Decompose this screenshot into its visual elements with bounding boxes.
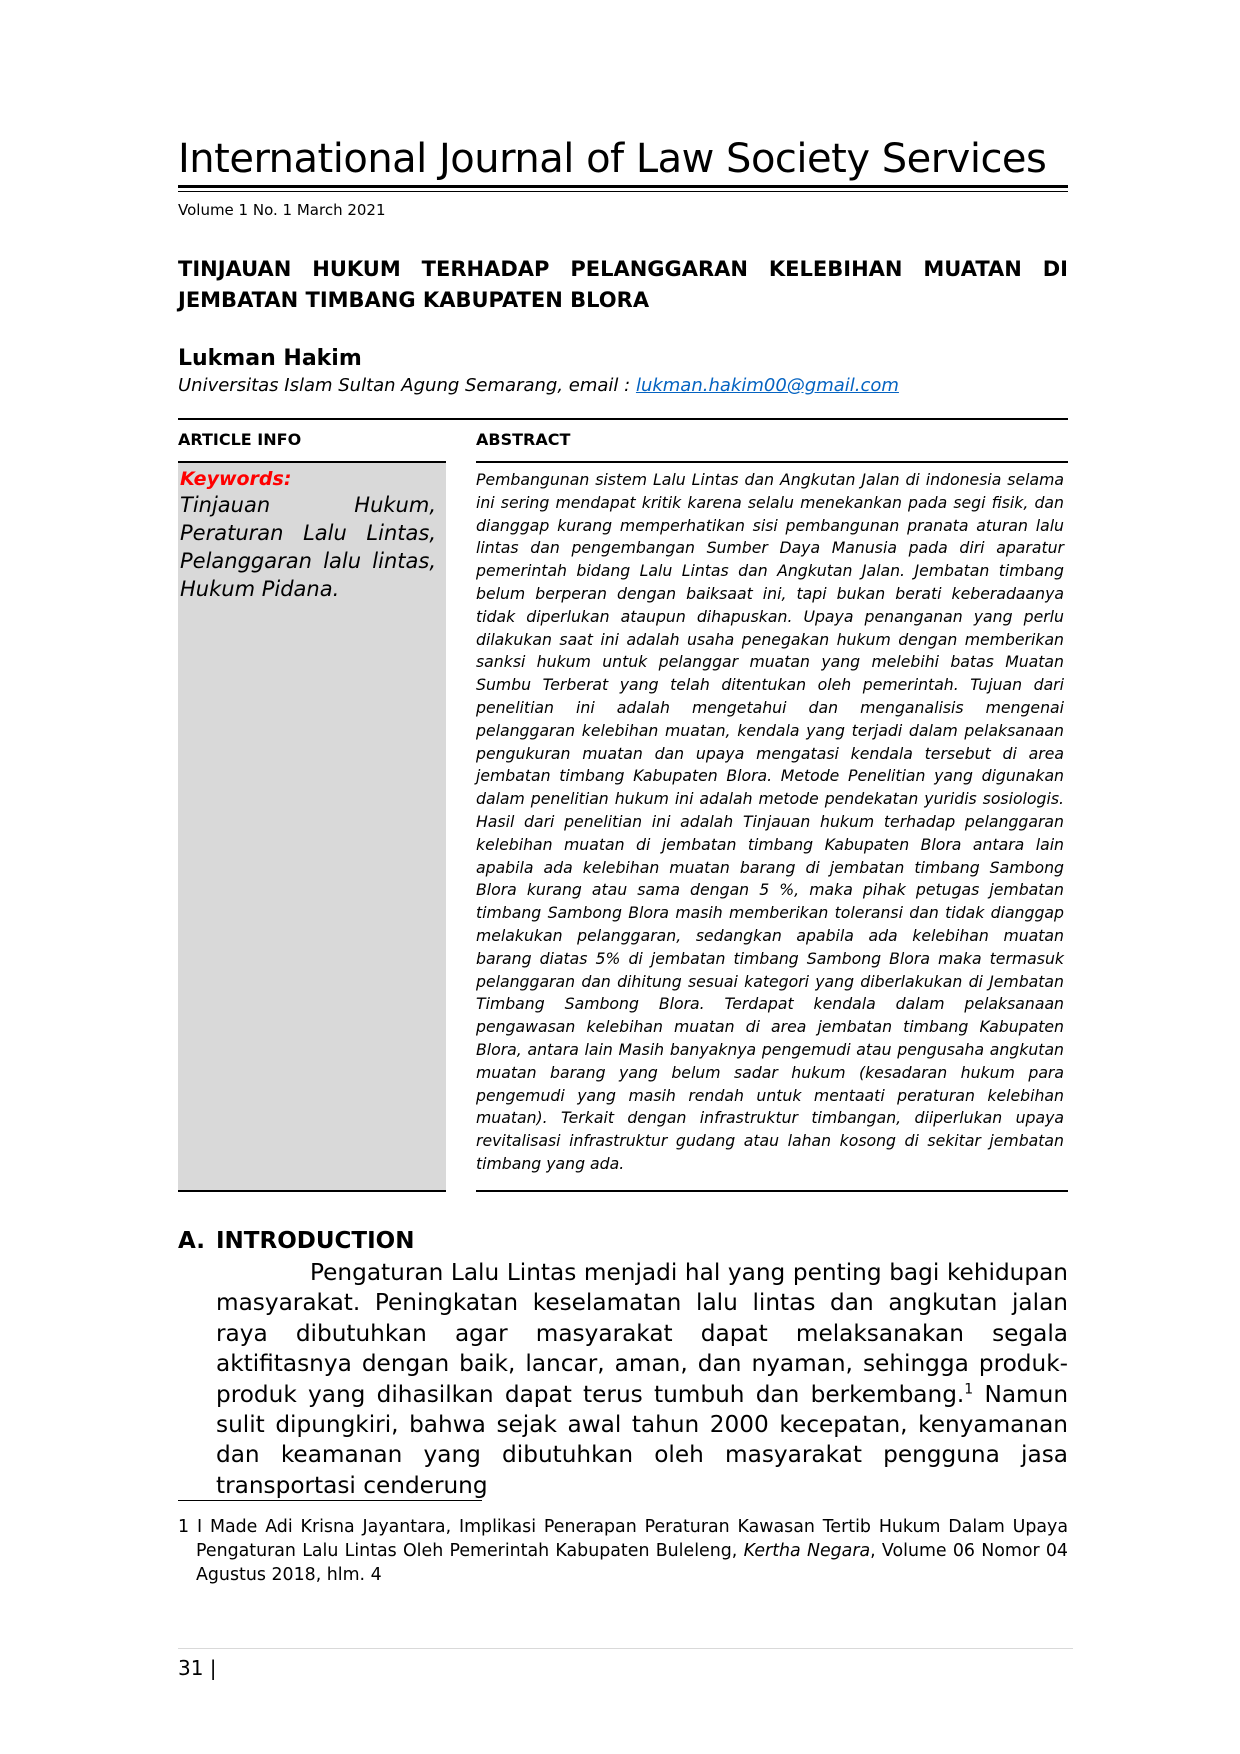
abstract-text: Pembangunan sistem Lalu Lintas dan Angkutan Jalan di indonesia selama ini sering mendapat kritik karena selalu menekankan pada segi fisik, dan dianggap kurang memperhatikan sisi pembangunan pranata aturan lalu lintas dan pengembangan Sumber Daya Manusia pada diri aparatur pemerintah bidang Lalu Lintas dan Angkutan Jalan. Jembatan timbang belum berperan dengan baiksaat ini, tapi bukan berati keberadaanya tidak diperlukan ataupun dihapuskan. Upaya penanganan yang perlu dilakukan saat ini adalah usaha penegakan hukum dengan memberikan sanksi hukum untuk pelanggar muatan yang melebihi batas Muatan Sumbu Terberat yang telah ditentukan oleh pemerintah. Tujuan dari penelitian ini adalah mengetahui dan menganalisis mengenai pelanggaran kelebihan muatan, kendala yang terjadi dalam pelaksanaan pengukuran muatan dan upaya mengatasi kendala tersebut di area jembatan timbang Kabupaten Blora. Metode Penelitian yang digunakan dalam penelitian hukum ini adalah metode pendekatan yuridis sosiologis. Hasil dari penelitian ini adalah Tinjauan hukum terhadap pelanggaran kelebihan muatan di jembatan timbang Kabupaten Blora antara lain apabila ada kelebihan muatan barang di jembatan timbang Sambong Blora kurang atau sama dengan 5 %, maka pihak petugas jembatan timbang Sambong Blora masih memberikan toleransi dan tidak dianggap melakukan pelanggaran, sedangkan apabila ada kelebihan muatan barang diatas 5% di jembatan timbang Sambong Blora maka termasuk pelanggaran dan dihitung sesuai kategori yang diberlakukan di Jembatan Timbang Sambong Blora. Terdapat kendala dalam pelaksanaan pengawasan kelebihan muatan di area jembatan timbang Kabupaten Blora, antara lain Masih banyaknya pengemudi atau pengusaha angkutan muatan barang yang belum sadar hukum (kesadaran hukum para pengemudi yang masih rendah untuk mentaati peraturan kelebihan muatan). Terkait dengan infrastruktur timbangan, diiperlukan upaya revitalisasi infrastruktur gudang atau lahan kosong di sekitar jembatan timbang yang ada.	[476, 470, 1064, 1173]
header-rule-thick	[178, 185, 1068, 188]
footnote-journal-name: Kertha Negara	[743, 1541, 871, 1561]
intro-text-part-1: Pengaturan Lalu Lintas menjadi hal yang penting bagi kehidupan masyarakat. Peningkatan keselamatan lalu lintas dan angkutan jalan raya dibutuhkan agar masyarakat dapat melaksanakan segala aktifitasnya dengan baik, lancar, aman, dan nyaman, sehingga produk-produk yang dihasilkan dapat terus tumbuh dan berkembang.	[216, 1259, 1068, 1408]
article-info-rule	[178, 418, 1068, 420]
author-name: Lukman Hakim	[178, 346, 362, 371]
footer-rule	[178, 1648, 1073, 1649]
header-rule-thin	[178, 191, 1068, 192]
author-email-link[interactable]: lukman.hakim00@gmail.com	[635, 375, 899, 396]
journal-volume: Volume 1 No. 1 March 2021	[178, 201, 386, 219]
introduction-paragraph	[216, 1258, 1068, 1501]
abstract-panel	[476, 461, 1068, 1192]
article-title: TINJAUAN HUKUM TERHADAP PELANGGARAN KELEBIHAN MUATAN DI JEMBATAN TIMBANG KABUPATEN BLORA	[178, 257, 1068, 312]
affiliation-text: Universitas Islam Sultan Agung Semarang, email :	[178, 375, 636, 396]
page-number: 31 |	[178, 1656, 217, 1680]
footnote-text-part-2: , Volume 06 Nomor 04 Agustus 2018, hlm. 4	[196, 1541, 1068, 1585]
article-info-heading: ARTICLE INFO	[178, 430, 302, 449]
footnote	[178, 1515, 1068, 1587]
journal-title: International Journal of Law Society Services	[178, 136, 1047, 182]
keywords-panel	[178, 461, 446, 1192]
section-heading-introduction	[178, 1226, 414, 1256]
footnote-text-part-1: I Made Adi Krisna Jayantara, Implikasi Penerapan Peraturan Kawasan Tertib Hukum Dalam Upaya Pengaturan Lalu Lintas Oleh Pemerintah Kabupaten Buleleng,	[196, 1517, 1069, 1561]
section-title: INTRODUCTION	[216, 1228, 415, 1254]
journal-page	[178, 0, 1068, 1754]
footnote-rule	[178, 1500, 482, 1501]
keywords-text: Tinjauan Hukum, Peraturan Lalu Lintas, Pelanggaran lalu lintas, Hukum Pidana.	[180, 493, 436, 601]
intro-text-part-2: Namun sulit dipungkiri, bahwa sejak awal tahun 2000 kecepatan, kenyamanan dan keamanan yang dibutuhkan oleh masyarakat pengguna jasa transportasi cenderung	[216, 1380, 1069, 1499]
author-affiliation	[178, 374, 899, 398]
keywords-label: Keywords:	[180, 468, 292, 490]
footnote-reference[interactable]: 1	[964, 1380, 974, 1397]
section-number: A.	[178, 1228, 205, 1254]
footnote-number: 1	[178, 1517, 190, 1537]
abstract-heading: ABSTRACT	[476, 430, 571, 449]
